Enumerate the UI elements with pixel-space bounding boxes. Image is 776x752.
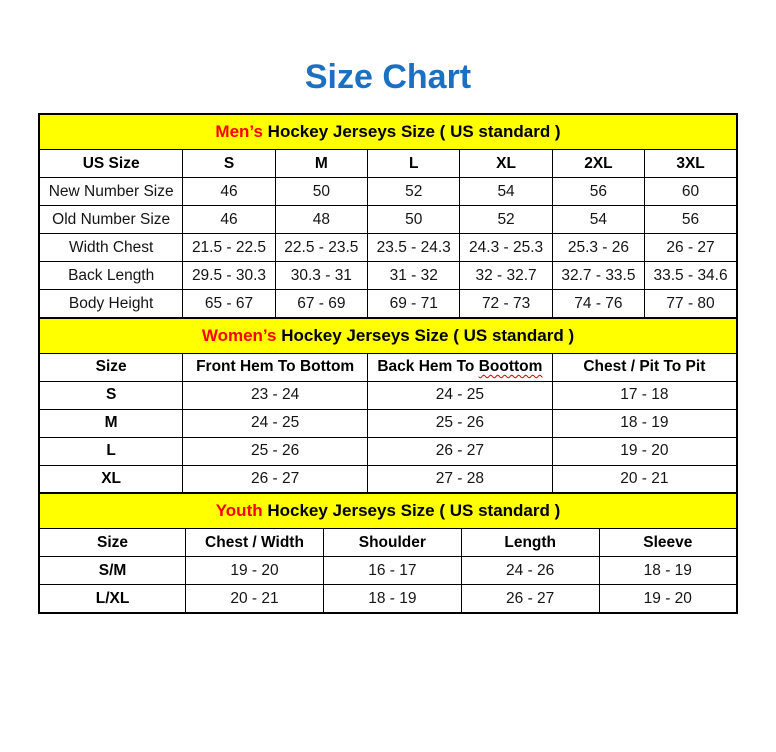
youth-table-title (39, 493, 737, 529)
mens-value-cell: 31 - 32 (368, 262, 460, 290)
mens-column-header: M (275, 150, 367, 178)
mens-value-cell: 25.3 - 26 (552, 234, 644, 262)
womens-row-label: XL (39, 465, 183, 494)
mens-value-cell: 52 (368, 178, 460, 206)
mens-table-title (39, 114, 737, 150)
womens-value-cell: 27 - 28 (368, 465, 553, 494)
womens-column-header: Front Hem To Bottom (183, 353, 368, 381)
womens-title-rest: Hockey Jerseys Size ( US standard ) (276, 325, 575, 345)
womens-data-row (39, 437, 737, 465)
youth-value-cell: 20 - 21 (186, 585, 324, 614)
youth-value-cell: 16 - 17 (323, 557, 461, 585)
mens-value-cell: 56 (645, 206, 737, 234)
youth-title-accent: Youth (215, 501, 263, 520)
mens-value-cell: 77 - 80 (645, 290, 737, 319)
mens-row-label: Body Height (39, 290, 183, 319)
womens-value-cell: 26 - 27 (368, 437, 553, 465)
page-title: Size Chart (304, 58, 472, 96)
mens-value-cell: 30.3 - 31 (275, 262, 367, 290)
misspelled-word: Boottom (478, 358, 543, 375)
womens-value-cell: 24 - 25 (368, 381, 553, 409)
womens-row-label: L (39, 437, 183, 465)
mens-value-cell: 26 - 27 (645, 234, 737, 262)
mens-value-cell: 69 - 71 (368, 290, 460, 319)
womens-band-row (39, 318, 737, 354)
youth-value-cell: 18 - 19 (599, 557, 737, 585)
mens-value-cell: 54 (460, 178, 552, 206)
mens-value-cell: 22.5 - 23.5 (275, 234, 367, 262)
womens-value-cell: 17 - 18 (552, 381, 737, 409)
youth-row-label: L/XL (39, 585, 186, 614)
mens-value-cell: 33.5 - 34.6 (645, 262, 737, 290)
womens-table-title (39, 318, 737, 354)
mens-value-cell: 50 (368, 206, 460, 234)
mens-data-row (39, 262, 737, 290)
mens-value-cell: 21.5 - 22.5 (183, 234, 275, 262)
mens-size-table (38, 113, 738, 319)
mens-value-cell: 60 (645, 178, 737, 206)
youth-data-row (39, 557, 737, 585)
mens-column-header: 3XL (645, 150, 737, 178)
womens-row-label: S (39, 381, 183, 409)
womens-value-cell: 23 - 24 (183, 381, 368, 409)
mens-value-cell: 52 (460, 206, 552, 234)
womens-column-header (368, 353, 553, 381)
womens-data-row (39, 465, 737, 494)
size-chart-tables (38, 113, 738, 614)
womens-column-header: Size (39, 353, 183, 381)
mens-value-cell: 46 (183, 206, 275, 234)
womens-row-label: M (39, 409, 183, 437)
womens-size-table (38, 317, 738, 495)
womens-value-cell: 24 - 25 (183, 409, 368, 437)
mens-row-label: New Number Size (39, 178, 183, 206)
mens-value-cell: 72 - 73 (460, 290, 552, 319)
youth-column-header: Chest / Width (186, 529, 324, 557)
mens-value-cell: 23.5 - 24.3 (368, 234, 460, 262)
womens-data-row (39, 381, 737, 409)
youth-column-header: Length (461, 529, 599, 557)
womens-value-cell: 25 - 26 (368, 409, 553, 437)
youth-value-cell: 26 - 27 (461, 585, 599, 614)
mens-data-row (39, 290, 737, 319)
youth-column-header: Size (39, 529, 186, 557)
womens-value-cell: 18 - 19 (552, 409, 737, 437)
womens-value-cell: 25 - 26 (183, 437, 368, 465)
mens-value-cell: 50 (275, 178, 367, 206)
mens-value-cell: 65 - 67 (183, 290, 275, 319)
mens-column-header: XL (460, 150, 552, 178)
womens-value-cell: 19 - 20 (552, 437, 737, 465)
youth-column-header: Shoulder (323, 529, 461, 557)
youth-row-label: S/M (39, 557, 186, 585)
mens-title-accent: Men’s (215, 122, 263, 141)
womens-column-header: Chest / Pit To Pit (552, 353, 737, 381)
mens-value-cell: 32 - 32.7 (460, 262, 552, 290)
mens-value-cell: 74 - 76 (552, 290, 644, 319)
mens-value-cell: 56 (552, 178, 644, 206)
womens-title-accent: Women’s (201, 325, 277, 345)
mens-column-header: US Size (39, 150, 183, 178)
mens-column-header: 2XL (552, 150, 644, 178)
mens-data-row (39, 178, 737, 206)
youth-title-rest: Hockey Jerseys Size ( US standard ) (262, 501, 561, 520)
mens-row-label: Old Number Size (39, 206, 183, 234)
youth-header-row (39, 529, 737, 557)
womens-value-cell: 20 - 21 (552, 465, 737, 494)
mens-header-row (39, 150, 737, 178)
youth-value-cell: 24 - 26 (461, 557, 599, 585)
mens-value-cell: 46 (183, 178, 275, 206)
mens-title-rest: Hockey Jerseys Size ( US standard ) (262, 122, 561, 141)
mens-value-cell: 48 (275, 206, 367, 234)
youth-column-header: Sleeve (599, 529, 737, 557)
mens-band-row (39, 114, 737, 150)
mens-value-cell: 54 (552, 206, 644, 234)
womens-header-row (39, 353, 737, 381)
mens-data-row (39, 206, 737, 234)
youth-value-cell: 18 - 19 (323, 585, 461, 614)
youth-data-row (39, 585, 737, 614)
mens-value-cell: 24.3 - 25.3 (460, 234, 552, 262)
womens-value-cell: 26 - 27 (183, 465, 368, 494)
womens-data-row (39, 409, 737, 437)
mens-data-row (39, 234, 737, 262)
youth-size-table (38, 492, 738, 614)
mens-row-label: Back Length (39, 262, 183, 290)
mens-column-header: L (368, 150, 460, 178)
youth-value-cell: 19 - 20 (186, 557, 324, 585)
youth-band-row (39, 493, 737, 529)
mens-row-label: Width Chest (39, 234, 183, 262)
mens-value-cell: 67 - 69 (275, 290, 367, 319)
youth-value-cell: 19 - 20 (599, 585, 737, 614)
mens-value-cell: 29.5 - 30.3 (183, 262, 275, 290)
mens-value-cell: 32.7 - 33.5 (552, 262, 644, 290)
column-header-text: Back Hem To (377, 358, 479, 375)
mens-column-header: S (183, 150, 275, 178)
